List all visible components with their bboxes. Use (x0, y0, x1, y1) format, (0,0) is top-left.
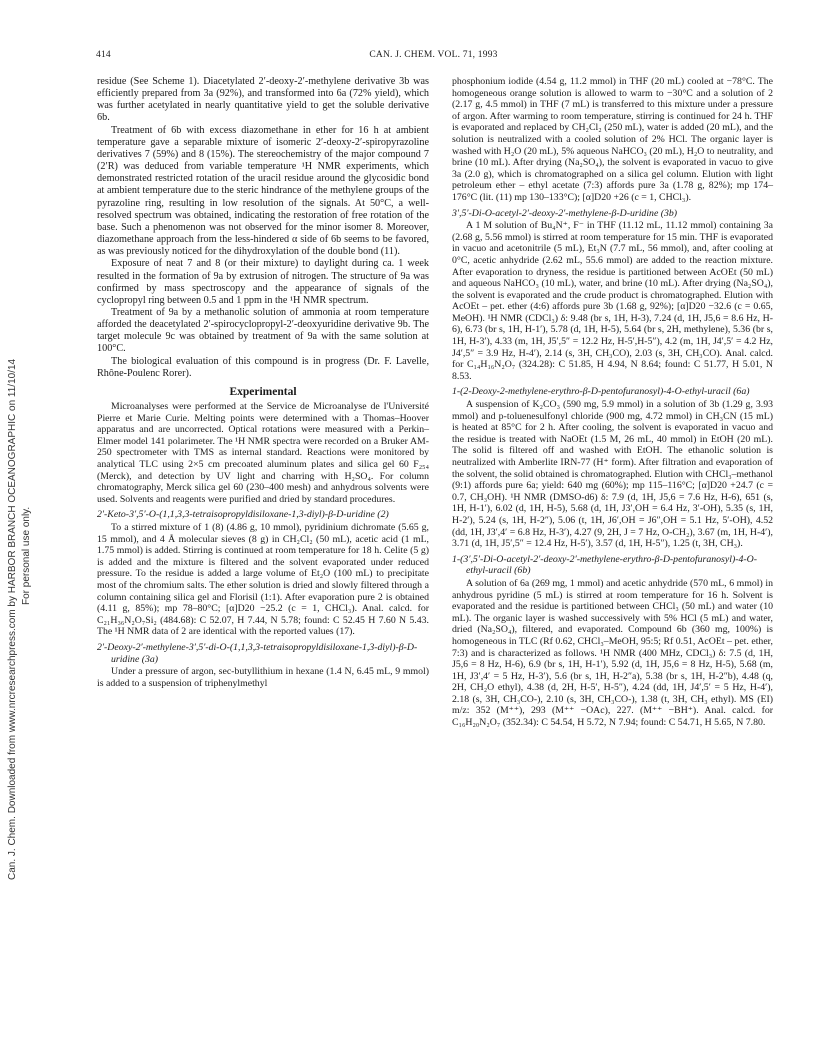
download-notice-line-2: For personal use only. (21, 506, 32, 605)
body-paragraph: Exposure of neat 7 and 8 (or their mixture) to daylight during ca. 1 week resulted in the formation of 9a by extrusion of nitrogen. The structure of 9a was confirmed by mass spectroscopy and the appearance of signals of the cyclopropyl ring between 0.5 and 1 ppm in the ¹H NMR spectrum. (97, 258, 429, 306)
compound-subheading: 1-(2-Deoxy-2-methylene-erythro-β-D-pentofuranosyl)-4-O-ethyl-uracil (6a) (452, 386, 750, 398)
body-paragraph: A 1 M solution of Bu₄N⁺, F⁻ in THF (11.12 mL, 11.12 mmol) containing 3a (2.68 g, 5.56 mmol) is stirred at room temperature for 15 min. THF is evaporated in vacuo and acetonitrile (5 mL), Et₃N (7.7 mL, 56 mmol), and, after cooling at 0°C, acetic anhydride (2.62 mL, 55.6 mmol) are added to the reaction mixture. After evaporation to dryness, the residue is partitioned between AcOEt (50 mL) and aqueous NaHCO₃ (10 mL), water, and brine (10 mL). After drying (Na₂SO₄), the solvent is evaporated and the crude product is chromatographed. Elution with AcOEt – pet. ether (4:6) affords pure 3b (1.68 g, 92%); [α]D20 −32.6 (c = 0.65, MeOH). ¹H NMR (CDCl₃) δ: 9.48 (br s, 1H, H-3), 7.24 (d, 1H, J5,6 = 8.6 Hz, H-6), 6.73 (br s, 1H, H-1′), 5.78 (d, 1H, H-5), 5.64 (br s, 2H, methylene), 5.36 (br s, 1H, H-3′), 4.33 (m, 1H, J5′,5″ = 12.2 Hz, H-5′,H-5″), 4.2 (m, 1H, J4′,5′ = 4.2 Hz, J4′,5″ = 3.9 Hz, H-4′), 2.14 (s, 3H, CH₃CO), 2.03 (s, 3H, CH₃CO). Anal. calcd. for C₁₄H₁₆N₂O₇ (324.28): C 51.85, H 4.94, N 8.64; found: C 51.77, H 5.01, N 8.53. (452, 220, 773, 382)
section-heading-experimental: Experimental (229, 385, 297, 398)
body-paragraph: The biological evaluation of this compound is in progress (Dr. F. Lavelle, Rhône-Poulenc Rorer). (97, 355, 429, 379)
page-number: 414 (96, 50, 111, 60)
left-column (97, 76, 429, 689)
body-paragraph: phosphonium iodide (4.54 g, 11.2 mmol) in THF (20 mL) cooled at −78°C. The homogeneous orange solution is allowed to warm to −30°C and a solution of 2 (2.17 g, 4.5 mmol) in THF (7 mL) is transferred to this mixture under a pressure of argon. After warming to room temperature, stirring is continued for 24 h. THF is evaporated and replaced by CH₂Cl₂ (250 mL), water is added (20 mL), and the solution is neutralized with a cooled solution of 2% HCl. The organic layer is washed with H₂O (20 mL), 5% aqueous NaHCO₃ (20 mL), H₂O to neutrality, and brine (10 mL). After drying (Na₂SO₄), the solvent is evaporated in vacuo to give 3a (2.0 g), which is chromatographed on a silica gel column. Elution with light petroleum ether – ethyl acetate (7:3) affords pure 3a (1.78 g, 82%); mp 174–176°C (lit. (11) mp 130–133°C); [α]D20 +26 (c = 1, CHCl₃). (452, 76, 773, 203)
body-paragraph: A solution of 6a (269 mg, 1 mmol) and acetic anhydride (570 mL, 6 mmol) in anhydrous pyridine (5 mL) is stirred at room temperature for 16 h. Solvent is evaporated and the residue is partitioned between CHCl₃ (50 mL) and water (10 mL). The organic layer is washed successively with 5% HCl (5 mL) and water, dried (Na₂SO₄), filtered, and evaporated. Compound 6b (360 mg, 100%) is homogeneous in TLC (Rf 0.62, CHCl₃–MeOH, 95:5; Rf 0.51, AcOEt – pet. ether, 7:3) and is characterized as follows. ¹H NMR (400 MHz, CDCl₃) δ: 7.5 (d, 1H, J5,6 = 8 Hz, H-6), 6.9 (br s, 1H, H-1′), 5.92 (d, 1H, J5,6 = 8 Hz, H-5), 5.68 (m, 1H, J3′,4′ = 5 Hz, H-3′), 5.6 (br s, 1H, H-2″a), 5.38 (br s, 1H, H-2″b), 4.48 (q, 2H, CH₂O ethyl), 4.38 (d, 2H, H-5′, H-5″), 4.24 (dd, 1H, J4′,5′ = 5 Hz, H-4′), 2.18 (s, 3H, CH₃CO-), 2.10 (s, 3H, CH₃CO-), 1.38 (t, 3H, CH₃ ethyl). MS (EI) m/z: 352 (M⁺⁺), 293 (M⁺⁺ −OAc), 227. (M⁺⁺ −BH⁺). Anal. calcd. for C₁₆H₂₀N₂O₇ (352.34): C 54.54, H 5.72, N 7.94; found: C 54.71, H 5.65, N 7.80. (452, 577, 773, 729)
body-paragraph: A suspension of K₂CO₃ (590 mg, 5.9 mmol) in a solution of 3b (1.29 g, 3.93 mmol) and p-toluenesulfonyl chloride (900 mg, 4.72 mmol) in CH₃CN (15 mL) is heated at 85°C for 2 h. After cooling, the solvent is evaporated in vacuo and the residue is treated with NaOEt (1.5 M, 26 mL, 40 mmol) in EtOH (20 mL). The solid is filtered off and washed with EtOH. The ethanolic solution is neutralized with Amberlite IRN-77 (H⁺ form). After filtration and evaporation of the solvent, the solid obtained is chromatographed. Elution with CHCl₃–methanol (9:1) affords pure 6a; yield: 640 mg (60%); mp 115–116°C; [α]D20 +24.7 (c = 0.7, CH₃OH). ¹H NMR (DMSO-d6) δ: 7.9 (d, 1H, J5,6 = 7.6 Hz, H-6), 651 (s, 1H, H-1′), 6.02 (d, 1H, H-5), 5.68 (d, 1H, J3′,OH = 6.4 Hz, 3′-OH), 5.35 (s, 1H, H-2′), 5.24 (s, 1H, H-2″), 5.06 (t, 1H, J6′,OH = J6″,OH = 5.1 Hz, 5′-OH), 4.52 (dd, 1H, J3′,4′ = 6.8 Hz, H-3′), 4.27 (9, 2H, J = 7 Hz, O-CH₂), 3.67 (m, 1H, H-4′), 3.71 (d, 1H, J5′,5″ = 12.4 Hz, H-5′), 3.57 (d, 1H, H-5″), 1.25 (t, 3H, CH₃). (452, 399, 773, 550)
compound-subheading: 2′-Deoxy-2′-methylene-3′,5′-di-O-(1,1,3,3-tetraisopropyldisiloxane-1,3-diyl)-β-D-uridine (3a) (97, 641, 418, 665)
compound-subheading: 1-(3′,5′-Di-O-acetyl-2′-deoxy-2′-methylene-erythro-β-D-pentofuranosyl)-4-O-ethyl-uracil (6b) (452, 553, 757, 577)
download-notice-line-1: Can. J. Chem. Downloaded from www.nrcresearchpress.com by HARBOR BRANCH OCEANOGRAPHIC on 11/10/14 (7, 358, 18, 880)
compound-subheading: 3′,5′-Di-O-acetyl-2′-deoxy-2′-methylene-β-D-uridine (3b) (452, 207, 678, 219)
compound-subheading: 2′-Keto-3′,5′-O-(1,1,3,3-tetraisopropyldisiloxane-1,3-diyl)-β-D-uridine (2) (97, 509, 389, 521)
download-notice (1, 180, 33, 1040)
page-header (96, 50, 771, 64)
body-paragraph: Treatment of 6b with excess diazomethane in ether for 16 h at ambient temperature gave a separable mixture of isomeric 2′-deoxy-2′-spiropyrazoline derivatives 7 (59%) and 8 (15%). The stereochemistry of the major compound 7 (2′R) was deduced from variable temperature ¹H NMR experiments, which demonstrated restricted rotation of the uracil residue around the glycosidic bond at ambient temperature due to the steric hindrance of the methylene groups of the pyrazoline ring, resulting in low resolution of the signals. At 50°C, a well-resolved spectrum was obtained, indicating the restoration of free rotation of the base. Such a phenomenon was not observed for the minor isomer 8. Moreover, diazomethane approach from the less-hindered α side of 6b seems to be favored, as was previously noticed for the dihydroxylation of the double bond (11). (97, 124, 429, 258)
body-paragraph: Treatment of 9a by a methanolic solution of ammonia at room temperature afforded the deacetylated 2′-spirocyclopropyl-2′-deoxyuridine derivative 9b. The target molecule 9c was obtained by treatment of 9a with the same solution at 100°C. (97, 306, 429, 355)
right-column (452, 76, 773, 729)
body-paragraph: Microanalyses were performed at the Service de Microanalyse de l'Université Pierre et Marie Curie. Melting points were determined with a Thomas–Hoover apparatus and are uncorrected. Optical rotations were measured with a Perkin–Elmer model 141 polarimeter. The ¹H NMR spectra were recorded on a Bruker AM-250 spectrometer with TMS as internal standard. Reactions were monitored by analytical TLC using 2×5 cm precoated aluminum plates and silica gel 60 F₂₅₄ (Merck), and detection by UV light and charring with H₂SO₄. For column chromatography, Merck silica gel 60 (230–400 mesh) and anhydrous solvents were used. Solvents and reagents were purified and dried by standard procedures. (97, 401, 429, 505)
body-paragraph: To a stirred mixture of 1 (8) (4.86 g, 10 mmol), pyridinium dichromate (5.65 g, 15 mmol), and 4 Å molecular sieves (8 g) in CH₂Cl₂ (50 mL), acetic acid (1 mL, 1.75 mmol) is added. Stirring is continued at room temperature for 18 h. Celite (5 g) is added and the mixture is filtered and the solvent evaporated under reduced pressure. To the residue is added a large volume of Et₂O (100 mL) to precipitate most of the chromium salts. The ether solution is dried and slowly filtered through a column containing silica gel and Florisil (1:1). After evaporation pure 2 is obtained (4.11 g, 85%); mp 78–80°C; [α]D20 −25.2 (c = 1, CHCl₃). Anal. calcd. for C₂₁H₃₆N₂O₇Si₂ (484.68): C 52.07, H 7.44, N 5.78; found: C 52.45 H 7.60 N 5.43. The ¹H NMR data of 2 are identical with the reported values (17). (97, 522, 429, 638)
body-paragraph: Under a pressure of argon, sec-butyllithium in hexane (1.4 N, 6.45 mL, 9 mmol) is added to a suspension of triphenylmethyl (97, 666, 429, 689)
running-title: CAN. J. CHEM. VOL. 71, 1993 (369, 50, 498, 60)
body-paragraph: residue (See Scheme 1). Diacetylated 2′-deoxy-2′-methylene derivative 3b was efficiently prepared from 3a (92%), and transformed into 6a (72% yield), which was further acetylated in nearly quantitative yield to get the soluble derivative 6b. (97, 76, 429, 124)
